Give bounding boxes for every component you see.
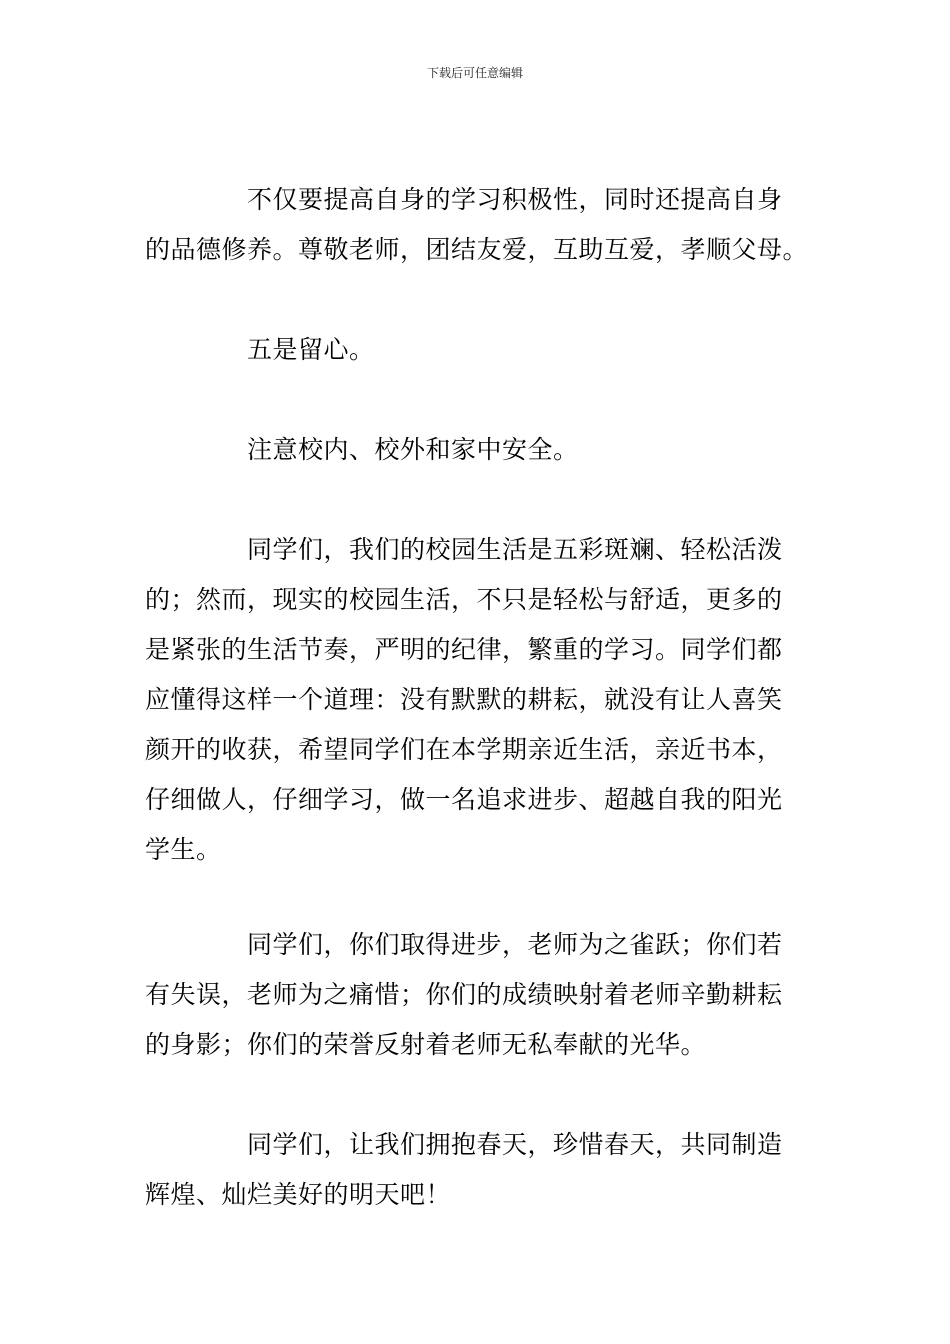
paragraph-line: 注意校内、校外和家中安全。 bbox=[247, 435, 579, 464]
paragraph-line: 同学们，让我们拥抱春天，珍惜春天，共同制造 bbox=[247, 1130, 783, 1159]
paragraph-line: 应懂得这样一个道理：没有默默的耕耘，就没有让人喜笑 bbox=[145, 685, 783, 714]
paragraph-line: 颜开的收获，希望同学们在本学期亲近生活，亲近书本， bbox=[145, 735, 783, 764]
paragraph-line: 的身影；你们的荣誉反射着老师无私奉献的光华。 bbox=[145, 1030, 707, 1059]
paragraph-line: 的；然而，现实的校园生活，不只是轻松与舒适，更多的 bbox=[145, 585, 783, 614]
paragraph-line: 学生。 bbox=[145, 835, 222, 864]
paragraph-line: 五是留心。 bbox=[247, 335, 375, 364]
paragraph-line: 同学们，你们取得进步，老师为之雀跃；你们若 bbox=[247, 930, 783, 959]
paragraph-line: 是紧张的生活节奏，严明的纪律，繁重的学习。同学们都 bbox=[145, 635, 783, 664]
paragraph-line: 不仅要提高自身的学习积极性，同时还提高自身 bbox=[247, 185, 783, 214]
paragraph-line: 辉煌、灿烂美好的明天吧！ bbox=[145, 1180, 452, 1209]
paragraph-line: 仔细做人，仔细学习，做一名追求进步、超越自我的阳光 bbox=[145, 785, 783, 814]
paragraph-line: 的品德修养。尊敬老师，团结友爱，互助互爱，孝顺父母。 bbox=[145, 235, 809, 264]
paragraph-line: 同学们，我们的校园生活是五彩斑斓、轻松活泼 bbox=[247, 535, 783, 564]
header-note: 下载后可任意编辑 bbox=[426, 66, 523, 80]
paragraph-line: 有失误，老师为之痛惜；你们的成绩映射着老师辛勤耕耘 bbox=[145, 980, 783, 1009]
